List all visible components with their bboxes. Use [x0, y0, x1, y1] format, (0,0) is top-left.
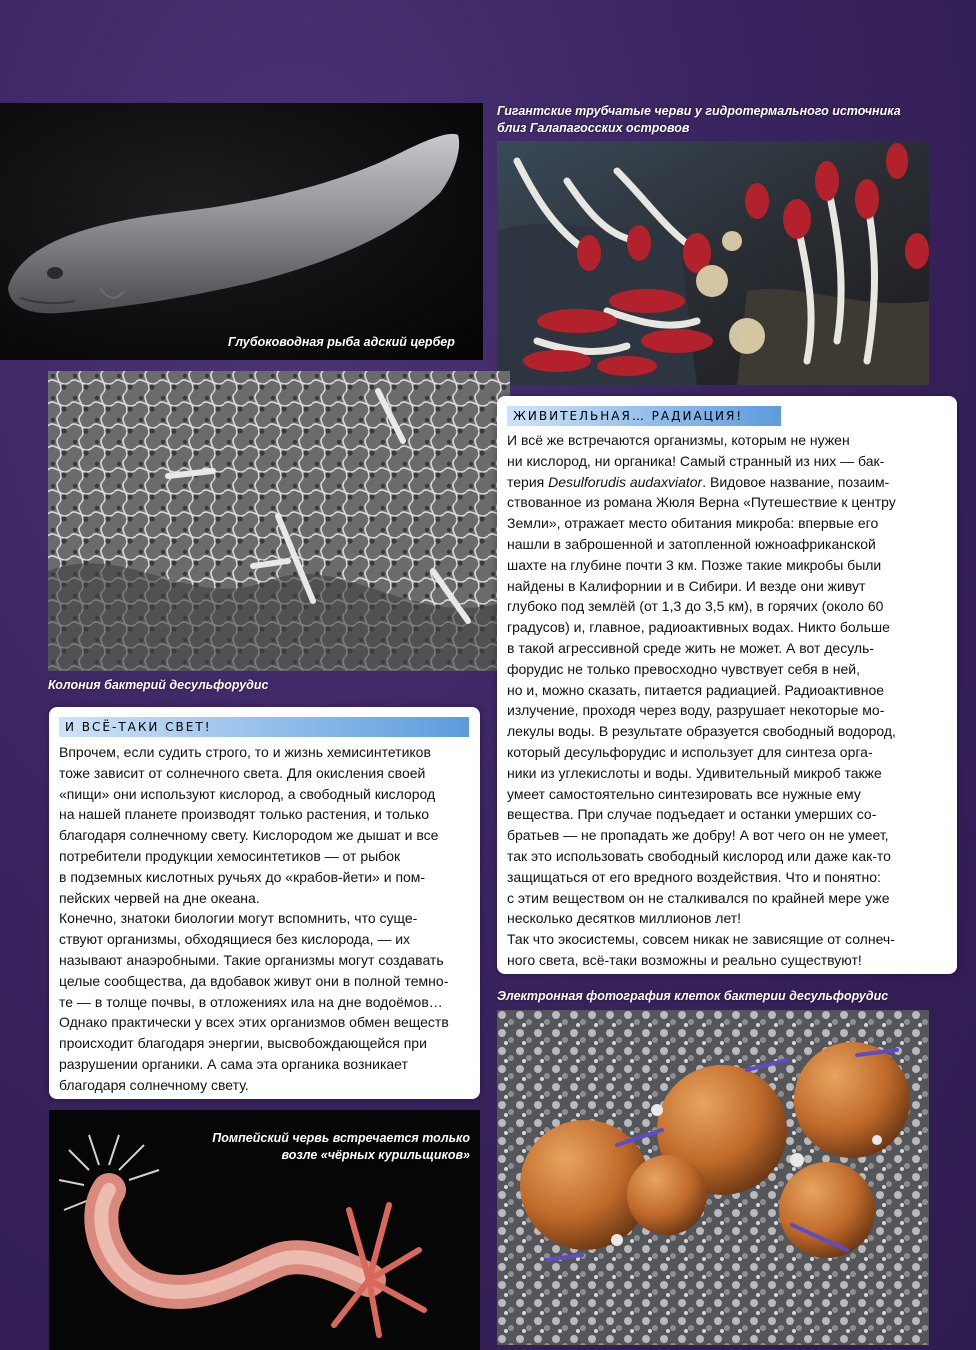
light-paragraph-2: Конечно, знатоки биологии могут вспомнить, что суще- ствуют организмы, обходящиеся без кислорода, — их называют анаэробными. Такие организмы могут создавать целые сообщества, да вдобавок живут они в полной темно- те — в толще почвы, в отложениях ила на дне водоёмов… Однако практически у всех этих организмов обмен веществ происходит благодаря энергии, высвобождающейся при разрушении органики. А сама эта органика возникает благодаря солнечному свету. [59, 910, 449, 1093]
bacteria-colony-photo [48, 371, 510, 671]
radiation-paragraph-1 [507, 430, 949, 929]
pompeii-worm-caption: Помпейский червь встречается только возле «чёрных курильщиков» [212, 1131, 470, 1162]
bacteria-colony-caption: Колония бактерий десульфорудис [48, 678, 269, 692]
radiation-paragraph-1-start: И всё же встречаются организмы, которым не нужен ни кислород, ни органика! Самый странный из них — бак- терия [507, 432, 885, 490]
cerberus-fish-photo [0, 103, 483, 360]
species-name: Desulforudis audaxviator [548, 473, 703, 490]
cerberus-fish-caption: Глубоководная рыба адский цербер [228, 335, 455, 349]
light-sidebar [49, 707, 480, 1099]
radiation-sidebar-body [507, 430, 949, 971]
radiation-sidebar [497, 396, 957, 974]
radiation-paragraph-2: Так что экосистемы, совсем никак не зависящие от солнеч- ного света, всё-таки возможны и реально существуют! [507, 931, 895, 968]
radiation-sidebar-title: ЖИВИТЕЛЬНАЯ… РАДИАЦИЯ! [507, 406, 781, 426]
light-sidebar-body [59, 742, 477, 1096]
electron-photo-caption: Электронная фотография клеток бактерии десульфорудис [497, 989, 889, 1003]
radiation-paragraph-1-end: . Видовое название, позаим- ствованное из романа Жюля Верна «Путешествие к центру Земли», отражает место обитания микроба: впервые его нашли в заброшенной и затопленной южноафриканской шахте на глубине почти 3 км. Позже такие микробы были найдены в Калифорнии и в Сибири. И везде они живут глубоко под землёй (от 1,3 до 3,5 км), в горячих (около 60 градусов) и, главное, радиоактивных водах. Никто больше в такой агрессивной среде жить не может. А вот десуль- форудис не только превосходно чувствует себя в ней, но и, можно сказать, питается радиацией. Радиоактивное излучение, проходя через воду, разрушает некоторые мо- лекулы воды. В результате образуется свободный водород, который десульфорудис и использует для синтеза орга- ники из углекислоты и воды. Удивительный микроб также умеет самостоятельно синтезировать все нужные ему вещества. При случае подъедает и останки умерших со- братьев — не пропадать же добру! А вот чего он не умеет, так это использовать свободный кислород или даже как-то защищаться от его вредного воздействия. Что и понятно: с этим веществом он не сталкивался по крайней мере уже несколько десятков миллионов лет! [507, 473, 896, 927]
tube-worms-caption: Гигантские трубчатые черви у гидротермального источника близ Галапагосских островов [497, 104, 901, 135]
light-paragraph-1: Впрочем, если судить строго, то и жизнь хемисинтетиков тоже зависит от солнечного света. Для окисления своей «пищи» они используют кислород, а свободный кислород на нашей планете производят только растения, и только благодаря солнечному свету. Кислородом же дышат и все потребители продукции хемосинтетиков — от рыбок в подземных кислотных ручьях до «крабов-йети» и пом- пейских червей на дне океана. [59, 744, 439, 906]
electron-photo [497, 1010, 929, 1345]
light-sidebar-title: И ВСЁ-ТАКИ СВЕТ! [59, 717, 469, 737]
tube-worms-photo [497, 141, 929, 385]
